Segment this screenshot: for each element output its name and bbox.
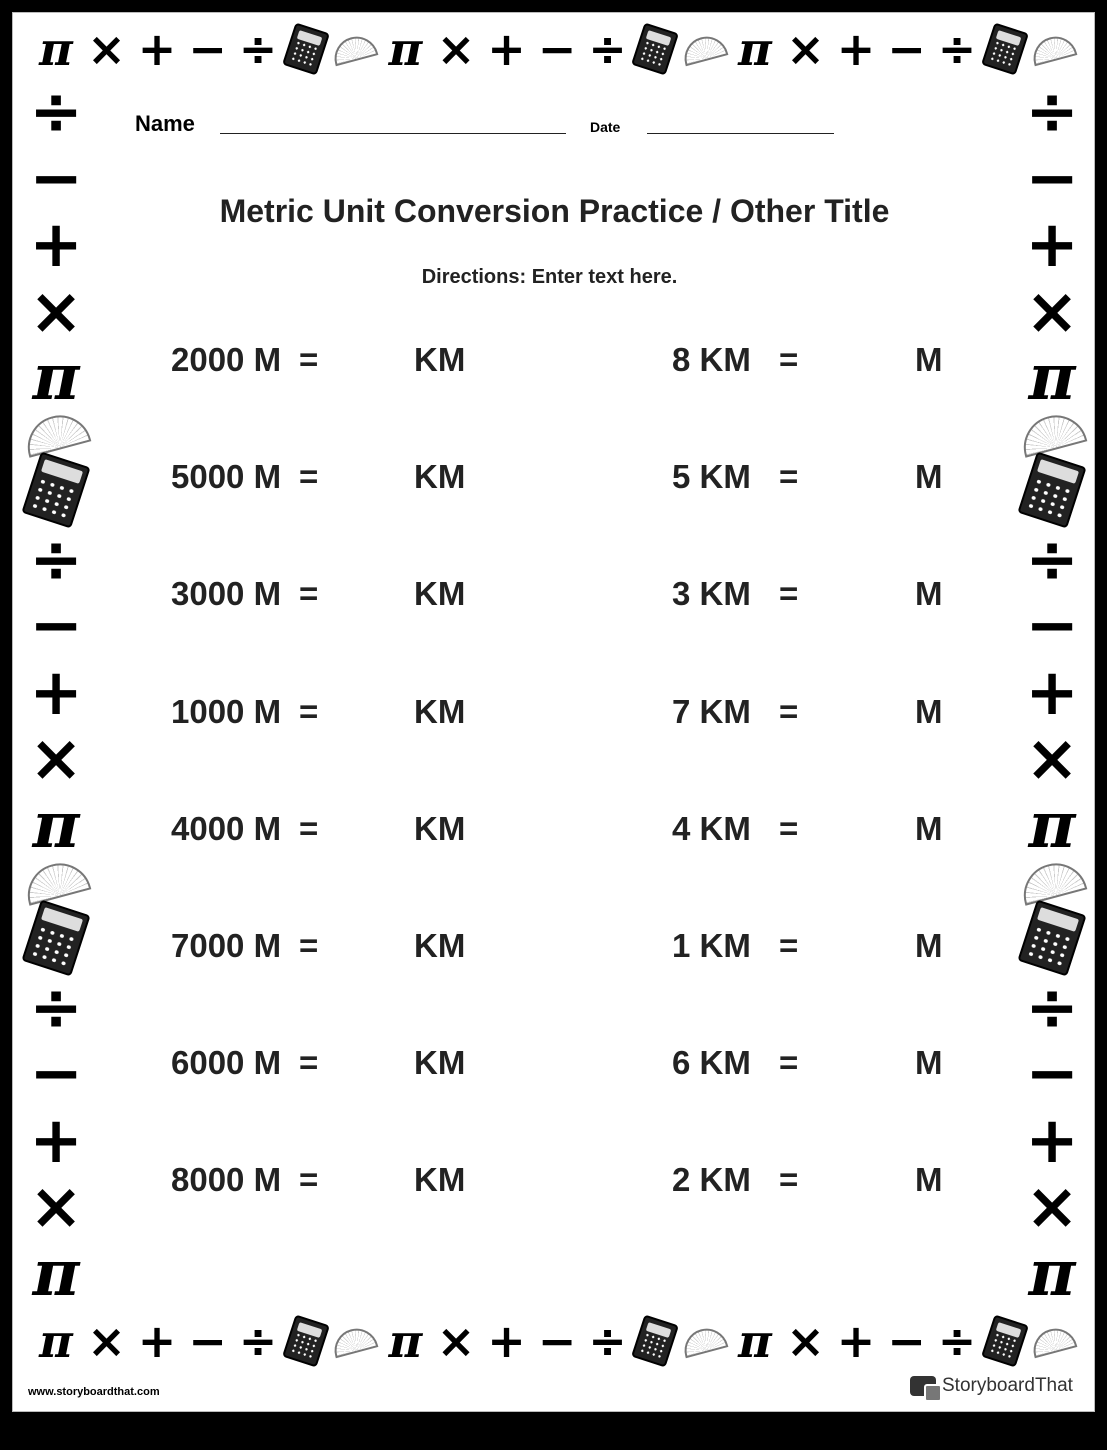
right-problem-equals: = bbox=[779, 927, 799, 964]
minus-icon: − bbox=[1025, 1037, 1079, 1112]
times-icon: × bbox=[87, 1314, 126, 1368]
name-field-line[interactable] bbox=[220, 133, 566, 134]
left-problem-equals: = bbox=[299, 692, 319, 730]
protractor-icon bbox=[1029, 1324, 1078, 1359]
pi-icon: π bbox=[388, 1314, 423, 1368]
left-problem-unit: KM bbox=[414, 927, 466, 964]
left-problem-unit: KM bbox=[414, 458, 466, 496]
right-problem-equals: = bbox=[779, 341, 799, 378]
calculator-icon bbox=[21, 900, 90, 977]
calculator-icon bbox=[1017, 452, 1086, 529]
minus-icon: − bbox=[29, 1037, 83, 1112]
right-problem-unit: M bbox=[915, 341, 943, 378]
calculator-icon bbox=[282, 23, 330, 76]
minus-icon: − bbox=[188, 1314, 227, 1368]
protractor-icon bbox=[679, 1324, 728, 1359]
minus-icon: − bbox=[188, 22, 227, 76]
right-problem-unit: M bbox=[915, 458, 943, 496]
protractor-icon bbox=[1017, 408, 1088, 457]
right-problem-value: 7 KM bbox=[672, 692, 751, 730]
plus-icon: + bbox=[29, 208, 83, 283]
directions-text: Directions: Enter text here. bbox=[421, 266, 678, 288]
right-problem-unit: M bbox=[915, 927, 943, 964]
minus-icon: − bbox=[887, 1314, 926, 1368]
left-problem-unit: KM bbox=[414, 1044, 466, 1082]
left-problem-value: 2000 M bbox=[171, 341, 282, 378]
times-icon: × bbox=[87, 22, 126, 76]
plus-icon: + bbox=[1025, 208, 1079, 283]
divide-icon: ÷ bbox=[937, 22, 977, 76]
date-label: Date bbox=[590, 119, 621, 135]
speech-bubble-icon bbox=[910, 1376, 936, 1396]
plus-icon: + bbox=[487, 1314, 526, 1368]
plus-icon: + bbox=[836, 1314, 876, 1368]
divide-icon: ÷ bbox=[588, 22, 627, 76]
pi-icon: π bbox=[1028, 788, 1076, 864]
right-problem-value: 1 KM bbox=[672, 927, 751, 964]
minus-icon: − bbox=[29, 589, 83, 664]
right-problem-unit: M bbox=[915, 809, 943, 847]
times-icon: × bbox=[29, 274, 83, 349]
pi-icon: π bbox=[1028, 340, 1076, 416]
right-problem-value: 3 KM bbox=[672, 575, 751, 613]
plus-icon: + bbox=[137, 1314, 177, 1368]
right-problem-equals: = bbox=[779, 575, 799, 613]
left-problem-unit: KM bbox=[414, 1161, 466, 1199]
protractor-icon bbox=[1017, 856, 1088, 905]
right-problem-unit: M bbox=[915, 1161, 943, 1199]
times-icon: × bbox=[1025, 1170, 1079, 1245]
right-problem-unit: M bbox=[915, 575, 943, 613]
divide-icon: ÷ bbox=[29, 970, 83, 1045]
page-title: Metric Unit Conversion Practice / Other Title bbox=[219, 193, 890, 229]
logo-text: StoryboardThat bbox=[942, 1375, 1073, 1396]
right-problem-equals: = bbox=[779, 458, 799, 496]
calculator-icon bbox=[282, 1315, 330, 1368]
right-problem-value: 6 KM bbox=[672, 1044, 751, 1082]
plus-icon: + bbox=[29, 655, 83, 730]
times-icon: × bbox=[1025, 274, 1079, 349]
times-icon: × bbox=[786, 22, 825, 76]
plus-icon: + bbox=[487, 22, 526, 76]
minus-icon: − bbox=[29, 141, 83, 216]
calculator-icon bbox=[21, 452, 90, 529]
pi-icon: π bbox=[32, 340, 80, 416]
protractor-icon bbox=[330, 1324, 379, 1359]
times-icon: × bbox=[29, 722, 83, 797]
right-problem-value: 2 KM bbox=[672, 1161, 751, 1199]
pi-icon: π bbox=[738, 22, 772, 76]
minus-icon: − bbox=[1025, 141, 1079, 216]
minus-icon: − bbox=[537, 1314, 577, 1368]
border-bottom bbox=[35, 1311, 1075, 1371]
right-problem-equals: = bbox=[779, 1161, 799, 1199]
plus-icon: + bbox=[1025, 1103, 1079, 1178]
right-problem-equals: = bbox=[779, 1044, 799, 1082]
storyboardthat-logo bbox=[910, 1375, 1073, 1397]
left-problem-equals: = bbox=[299, 341, 319, 378]
left-problem-value: 5000 M bbox=[171, 458, 282, 496]
calculator-icon bbox=[981, 1315, 1029, 1368]
divide-icon: ÷ bbox=[1025, 75, 1079, 149]
border-top bbox=[35, 19, 1075, 79]
pi-icon: π bbox=[39, 1314, 73, 1368]
divide-icon: ÷ bbox=[238, 22, 278, 76]
times-icon: × bbox=[29, 1170, 83, 1245]
plus-icon: + bbox=[836, 22, 876, 76]
right-problem-equals: = bbox=[779, 809, 799, 847]
divide-icon: ÷ bbox=[29, 75, 83, 149]
right-problem-unit: M bbox=[915, 692, 943, 730]
date-field-line[interactable] bbox=[647, 133, 834, 134]
protractor-icon bbox=[330, 32, 379, 67]
pi-icon: π bbox=[39, 22, 73, 76]
times-icon: × bbox=[436, 22, 476, 76]
calculator-icon bbox=[631, 1315, 679, 1368]
worksheet-page bbox=[12, 12, 1095, 1412]
left-problem-value: 1000 M bbox=[171, 692, 282, 730]
divide-icon: ÷ bbox=[937, 1314, 977, 1368]
divide-icon: ÷ bbox=[238, 1314, 278, 1368]
left-problem-unit: KM bbox=[414, 692, 466, 730]
right-problem-unit: M bbox=[915, 1044, 943, 1082]
minus-icon: − bbox=[887, 22, 926, 76]
left-problem-equals: = bbox=[299, 458, 319, 496]
right-problem-value: 4 KM bbox=[672, 809, 751, 847]
protractor-icon bbox=[1029, 32, 1078, 67]
left-problem-equals: = bbox=[299, 1044, 319, 1082]
left-problem-unit: KM bbox=[414, 575, 466, 613]
plus-icon: + bbox=[1025, 655, 1079, 730]
minus-icon: − bbox=[1025, 589, 1079, 664]
pi-icon: π bbox=[738, 1314, 772, 1368]
divide-icon: ÷ bbox=[1025, 522, 1079, 597]
left-problem-unit: KM bbox=[414, 809, 466, 847]
left-problem-unit: KM bbox=[414, 341, 466, 378]
divide-icon: ÷ bbox=[1025, 970, 1079, 1045]
pi-icon: π bbox=[32, 1235, 80, 1311]
plus-icon: + bbox=[137, 22, 177, 76]
left-problem-equals: = bbox=[299, 575, 319, 613]
minus-icon: − bbox=[537, 22, 577, 76]
divide-icon: ÷ bbox=[588, 1314, 627, 1368]
footer-url[interactable]: www.storyboardthat.com bbox=[28, 1386, 160, 1398]
pi-icon: π bbox=[388, 22, 423, 76]
times-icon: × bbox=[786, 1314, 825, 1368]
calculator-icon bbox=[981, 23, 1029, 76]
pi-icon: π bbox=[1028, 1235, 1076, 1311]
right-problem-equals: = bbox=[779, 692, 799, 730]
left-problem-equals: = bbox=[299, 809, 319, 847]
calculator-icon bbox=[631, 23, 679, 76]
plus-icon: + bbox=[29, 1103, 83, 1178]
left-problem-equals: = bbox=[299, 1161, 319, 1199]
right-problem-value: 8 KM bbox=[672, 341, 751, 378]
right-problem-value: 5 KM bbox=[672, 458, 751, 496]
protractor-icon bbox=[21, 856, 92, 905]
left-problem-equals: = bbox=[299, 927, 319, 964]
left-problem-value: 4000 M bbox=[171, 809, 282, 847]
divide-icon: ÷ bbox=[29, 522, 83, 597]
left-problem-value: 7000 M bbox=[171, 927, 282, 964]
left-problem-value: 3000 M bbox=[171, 575, 282, 613]
pi-icon: π bbox=[32, 788, 80, 864]
name-label: Name bbox=[135, 111, 195, 136]
times-icon: × bbox=[436, 1314, 476, 1368]
protractor-icon bbox=[679, 32, 728, 67]
times-icon: × bbox=[1025, 722, 1079, 797]
protractor-icon bbox=[21, 408, 92, 457]
left-problem-value: 8000 M bbox=[171, 1161, 282, 1199]
left-problem-value: 6000 M bbox=[171, 1044, 282, 1082]
calculator-icon bbox=[1017, 900, 1086, 977]
